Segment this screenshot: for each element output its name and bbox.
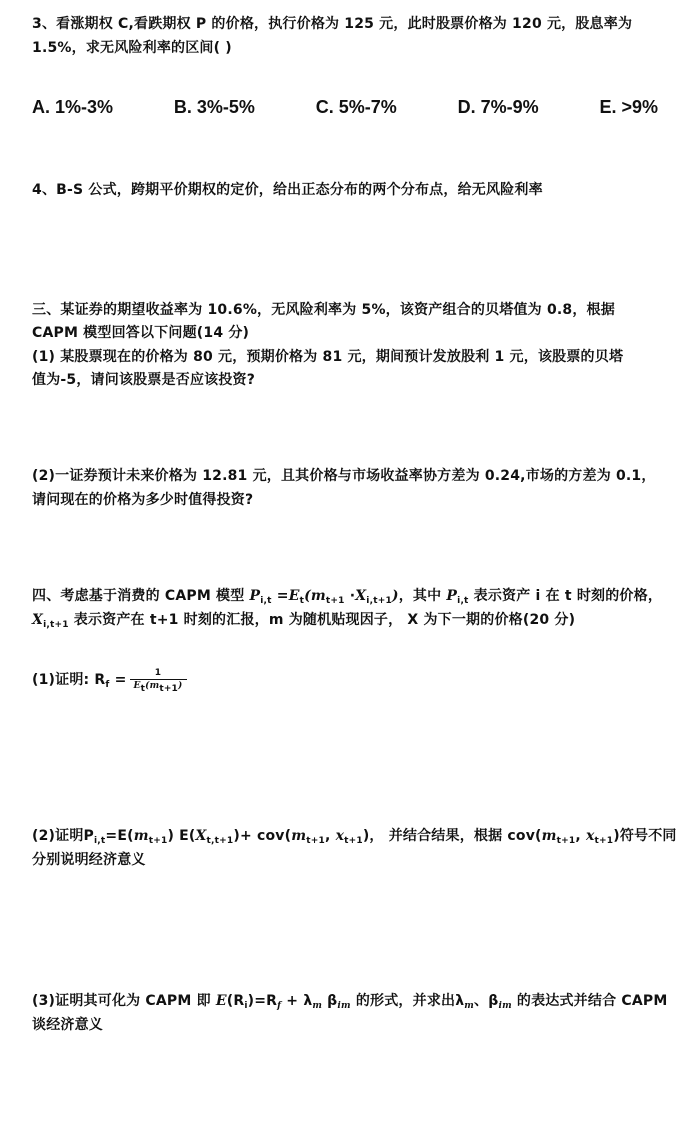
s4-p2-mid-1: ) E(	[167, 828, 196, 844]
s3-line-2: CAPM 模型回答以下问题(14 分)	[32, 325, 250, 341]
s4-p2-line-1	[32, 826, 677, 846]
price-subscript: i,t	[260, 596, 272, 606]
option-c: C. 5%-7%	[315, 97, 397, 117]
s3-p1-line-2: 值为-5，请问该股票是否应该投资?	[32, 372, 256, 388]
equals-sign: =	[271, 588, 289, 604]
m-symbol-3: m	[541, 828, 557, 844]
product-dot: ·	[344, 588, 356, 604]
s3-p1-line-1: (1) 某股票现在的价格为 80 元，预期价格为 81 元，期间预计发放股利 1 元，该股票的贝塔	[32, 349, 624, 365]
x-sub-1: t+1	[344, 836, 363, 846]
x-payoff-sub: t,t+1	[206, 836, 234, 846]
p3-beta-2: 、β	[474, 993, 499, 1009]
p3-beta-sub-2: im	[498, 1001, 512, 1011]
comma-1: ,	[324, 828, 336, 844]
q3-options	[32, 97, 658, 118]
s4-p2-lead-sub: i,t	[94, 836, 106, 846]
expectation-subscript: t	[299, 596, 305, 606]
s4-p1	[32, 668, 187, 692]
den-m-sub: t+1	[159, 684, 179, 694]
s4-p1-subscript: f	[105, 680, 110, 690]
p3-expectation: E	[215, 993, 227, 1009]
close-paren: )	[391, 588, 399, 604]
x-payoff-symbol: X	[195, 828, 207, 844]
expectation-symbol: E	[288, 588, 300, 604]
p3-return-sub: i	[244, 1001, 248, 1011]
s4-line-2	[32, 610, 575, 630]
m-sub-1: t+1	[148, 836, 168, 846]
x-sub-2: t+1	[594, 836, 614, 846]
q4-line-1: 4、B-S 公式，跨期平价期权的定价，给出正态分布的两个分布点，给无风险利率	[32, 182, 543, 198]
s4-p3-lead: (3)证明其可化为 CAPM 即	[32, 993, 216, 1009]
option-a: A. 1%-3%	[32, 97, 114, 117]
s4-line-1-tail: 表示资产 i 在 t 时刻的价格，	[468, 588, 663, 604]
fraction-numerator: 1	[130, 668, 187, 680]
den-m: (m	[145, 681, 160, 691]
p3-beta-sub: im	[337, 1001, 351, 1011]
p3-lambda-sub-2: m	[464, 1001, 475, 1011]
s4-line-1-lead: 四、考虑基于消费的 CAPM 模型	[32, 588, 250, 604]
p3-rf-sub: f	[277, 1001, 282, 1011]
price-symbol-2: P	[446, 588, 458, 604]
s4-line-1	[32, 586, 662, 606]
riskfree-fraction	[130, 668, 187, 692]
den-expectation: E	[133, 681, 141, 691]
option-e: E. >9%	[599, 97, 658, 117]
s4-p2-line-2: 分别说明经济意义	[32, 852, 146, 868]
q3-line-2: 1.5%，求无风险利率的区间( )	[32, 40, 232, 56]
discount-factor-subscript: t+1	[325, 596, 345, 606]
payoff-subscript: i,t+1	[366, 596, 392, 606]
fraction-denominator	[130, 680, 187, 692]
p3-eq-rf: )=R	[247, 993, 278, 1009]
x-symbol-2: x	[585, 828, 595, 844]
s4-p2-eq: =E(	[105, 828, 134, 844]
s4-p3-line-2: 谈经济意义	[32, 1017, 103, 1033]
payoff-symbol-2: X	[32, 612, 44, 628]
comma-2: ,	[575, 828, 586, 844]
p3-return: (R	[226, 993, 245, 1009]
s4-line-1-mid: ，其中	[398, 588, 447, 604]
s4-p1-label: (1)证明: R	[32, 672, 106, 688]
p3-beta: β	[322, 993, 338, 1009]
den-close: )	[178, 681, 183, 691]
m-symbol-2: m	[291, 828, 307, 844]
s4-p2-tail: )符号不同	[613, 828, 677, 844]
s4-p1-equals: =	[109, 672, 127, 688]
m-symbol-1: m	[133, 828, 149, 844]
s4-line-2-tail: 表示资产在 t+1 时刻的汇报，m 为随机贴现因子， X 为下一期的价格(20 分)	[68, 612, 576, 628]
payoff-subscript-2: i,t+1	[43, 620, 69, 630]
p3-tail: 的表达式并结合 CAPM	[511, 993, 668, 1009]
s3-line-1: 三、某证券的期望收益率为 10.6%，无风险利率为 5%，该资产组合的贝塔值为 0.8，根据	[32, 302, 615, 318]
p3-lambda: + λ	[281, 993, 313, 1009]
price-subscript-2: i,t	[457, 596, 469, 606]
x-symbol-1: x	[335, 828, 345, 844]
s4-p3-line-1	[32, 991, 667, 1011]
price-symbol: P	[249, 588, 261, 604]
m-sub-2: t+1	[306, 836, 325, 846]
discount-factor-symbol: (m	[304, 588, 326, 604]
payoff-symbol: X	[355, 588, 367, 604]
p3-lambda-sub: m	[312, 1001, 323, 1011]
option-b: B. 3%-5%	[173, 97, 255, 117]
m-sub-3: t+1	[556, 836, 576, 846]
p3-mid: 的形式，并求出λ	[350, 993, 465, 1009]
option-d: D. 7%-9%	[457, 97, 539, 117]
s3-p2-line-1: (2)一证券预计未来价格为 12.81 元，且其价格与市场收益率协方差为 0.24,市场的方差为 0.1，	[32, 468, 656, 484]
s3-p2-line-2: 请问现在的价格为多少时值得投资?	[32, 492, 254, 508]
s4-p2-mid-3: )， 并结合结果，根据 cov(	[362, 828, 542, 844]
s4-p2-mid-2: )+ cov(	[233, 828, 292, 844]
q3-line-1: 3、看涨期权 C,看跌期权 P 的价格，执行价格为 125 元，此时股票价格为 120 元，股息率为	[32, 16, 633, 32]
den-expectation-sub: t	[140, 684, 146, 694]
s4-p2-lead: (2)证明P	[32, 828, 94, 844]
